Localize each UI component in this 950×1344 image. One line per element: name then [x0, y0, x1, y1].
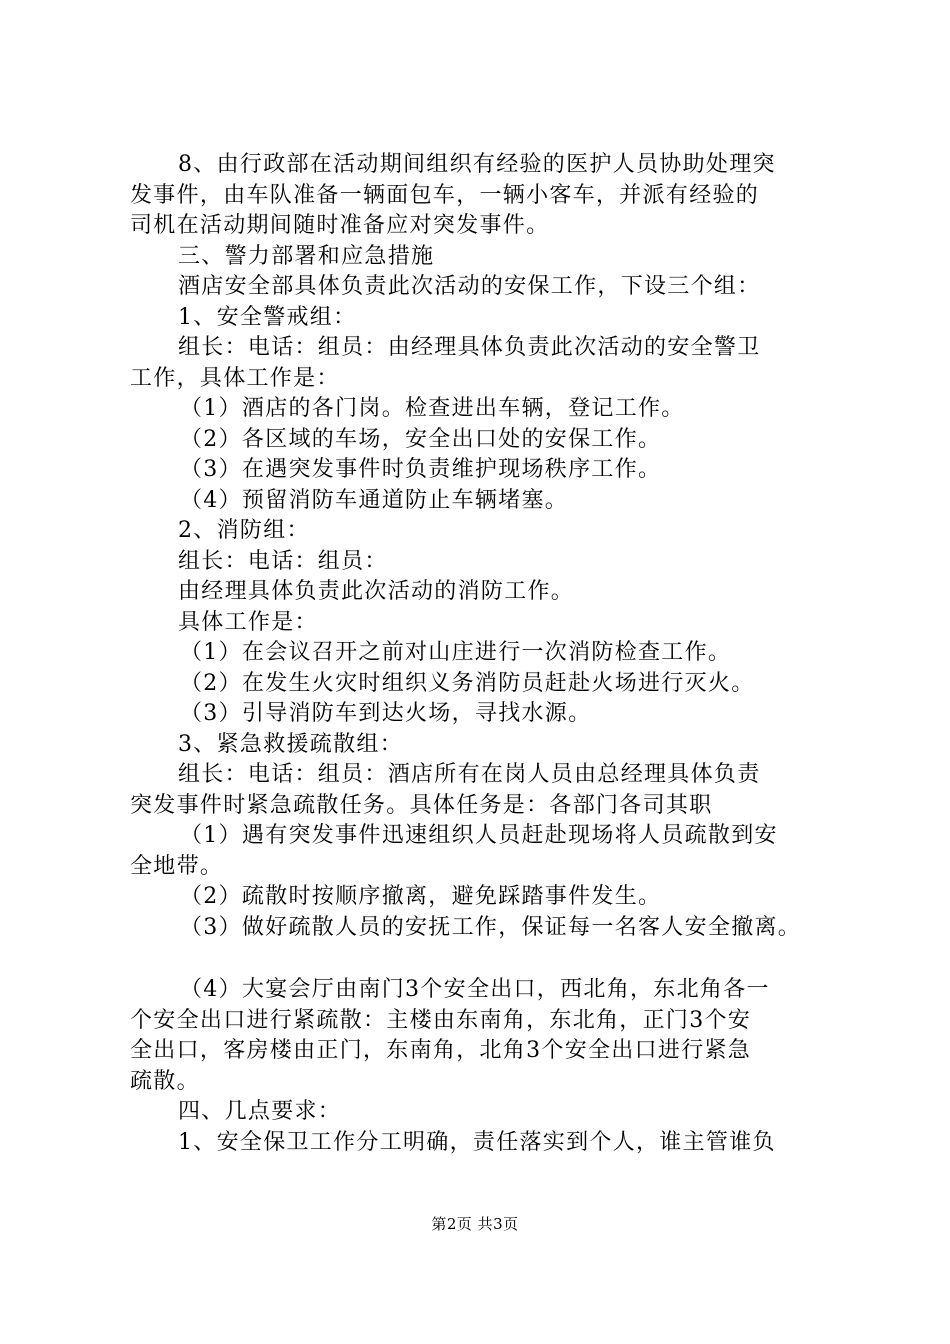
text-line: 突发事件时紧急疏散任务。具体任务是：各部门各司其职 — [130, 792, 713, 818]
list-item: （2）在发生火灾时组织义务消防员赶赴火场进行灭火。 — [180, 670, 755, 696]
text-line: 全出口，客房楼由正门，东南角，北角3个安全出口进行紧急 — [130, 1038, 752, 1063]
text-line: 个安全出口进行紧疏散：主楼由东南角，东北角，正门3个安 — [130, 1007, 752, 1033]
list-item: （2）各区域的车场，安全出口处的安保工作。 — [180, 426, 662, 452]
list-item: （2）疏散时按顺序撤离，避免踩踏事件发生。 — [180, 884, 662, 909]
subsection-heading: 3、紧急救援疏散组： — [178, 731, 403, 757]
text-line: 具体工作是： — [178, 609, 318, 635]
list-item: （4）预留消防车通道防止车辆堵塞。 — [180, 487, 569, 513]
text-line: 全地带。 — [130, 853, 224, 879]
subsection-heading: 2、消防组： — [178, 518, 310, 543]
list-item: （3）做好疏散人员的安抚工作，保证每一名客人安全撤离。 — [180, 914, 802, 940]
page-indicator: 第2页 共3页 — [431, 1215, 519, 1233]
subsection-heading: 1、安全警戒组： — [178, 304, 357, 330]
section-heading: 三、警力部署和应急措施 — [178, 243, 435, 269]
text-line: 组长：电话：组员： — [178, 548, 388, 574]
section-heading: 四、几点要求： — [178, 1099, 342, 1124]
list-item: （1）酒店的各门岗。检查进出车辆，登记工作。 — [180, 396, 685, 421]
text-line: 工作，具体工作是： — [130, 365, 340, 391]
text-line: 发事件，由车队准备一辆面包车，一辆小客车，并派有经验的 — [130, 182, 760, 208]
list-item: （4）大宴会厅由南门3个安全出口，西北角，东北角各一 — [180, 977, 770, 1002]
list-item: （1）在会议召开之前对山庄进行一次消防检查工作。 — [180, 640, 732, 665]
text-line: 酒店安全部具体负责此次活动的安保工作，下设三个组： — [178, 274, 761, 299]
paragraph-gap — [130, 943, 840, 975]
text-line: 组长：电话：组员：酒店所有在岗人员由总经理具体负责 — [178, 762, 761, 787]
text-line: 疏散。 — [130, 1068, 200, 1094]
text-line: 组长：电话：组员：由经理具体负责此次活动的安全警卫 — [178, 335, 761, 360]
text-line: 由经理具体负责此次活动的消防工作。 — [178, 579, 575, 604]
text-line: 8、由行政部在活动期间组织有经验的医护人员协助处理突 — [178, 152, 776, 177]
page-footer — [0, 1213, 950, 1234]
list-item: （3）在遇突发事件时负责维护现场秩序工作。 — [180, 457, 662, 482]
document-body — [130, 150, 840, 1158]
list-item: （3）引导消防车到达火场，寻找水源。 — [180, 701, 592, 726]
list-item: （1）遇有突发事件迅速组织人员赶赴现场将人员疏散到安 — [180, 823, 778, 848]
text-line: 1、安全保卫工作分工明确，责任落实到个人，谁主管谁负 — [178, 1129, 776, 1155]
text-line: 司机在活动期间随时准备应对突发事件。 — [130, 213, 550, 238]
